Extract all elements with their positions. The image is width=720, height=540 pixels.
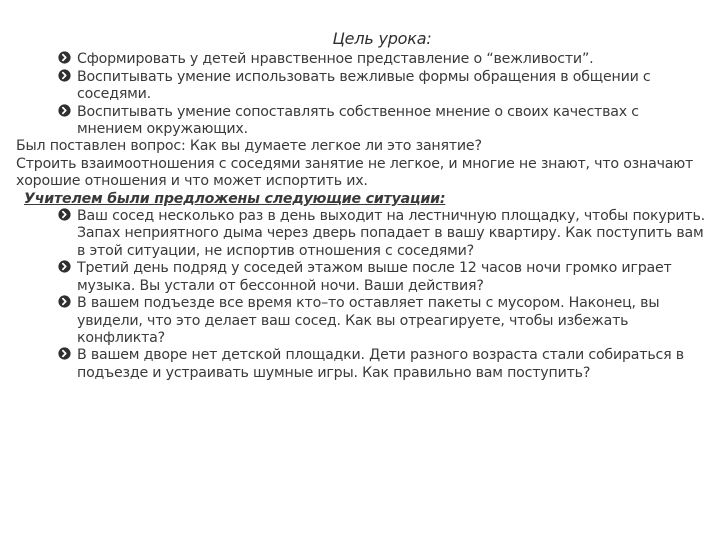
situation-text: Ваш сосед несколько раз в день выходит на лестничную площадку, чтобы покурить. Запах неприятного дыма через дверь попадает в вашу квартиру. Как поступить вам в этой ситуации, не испортив отношения с соседями? — [77, 208, 705, 259]
goal-item — [16, 69, 708, 104]
chevron-circle-icon — [16, 295, 77, 312]
chevron-circle-icon — [16, 51, 77, 68]
goal-item — [16, 104, 708, 139]
goal-text: Сформировать у детей нравственное представление о “вежливости”. — [77, 51, 594, 68]
situation-text: В вашем подъезде все время кто–то оставляет пакеты с мусором. Наконец, вы увидели, что это делает ваш сосед. Как вы отреагируете, чтобы избежать конфликта? — [77, 295, 660, 346]
goal-text: Воспитывать умение сопоставлять собственное мнение о своих качествах с мнением окружающих. — [77, 103, 639, 138]
lesson-goal-title: Цель урока: — [332, 29, 432, 48]
situation-item — [16, 295, 708, 347]
slide-content — [16, 30, 708, 382]
situations-heading: Учителем были предложены следующие ситуации: — [24, 190, 446, 207]
situation-text: В вашем дворе нет детской площадки. Дети разного возраста стали собираться в подъезде и устраивать шумные игры. Как правильно вам поступить? — [77, 347, 684, 381]
situation-item — [16, 208, 708, 260]
chevron-circle-icon — [16, 208, 77, 225]
chevron-circle-icon — [16, 347, 77, 364]
chevron-circle-icon — [16, 69, 77, 86]
goal-text: Воспитывать умение использовать вежливые формы обращения в общении с соседями. — [77, 68, 651, 103]
statement-text: Строить взаимоотношения с соседями занятие не легкое, и многие не знают, что означают хорошие отношения и что может испортить их. — [16, 155, 694, 190]
chevron-circle-icon — [16, 260, 77, 277]
chevron-circle-icon — [16, 104, 77, 121]
goal-item — [16, 51, 708, 68]
question-text: Был поставлен вопрос: Как вы думаете легкое ли это занятие? — [16, 138, 482, 155]
situation-item — [16, 347, 708, 382]
situation-item — [16, 260, 708, 295]
situation-text: Третий день подряд у соседей этажом выше после 12 часов ночи громко играет музыка. Вы устали от бессонной ночи. Ваши действия? — [77, 260, 672, 294]
